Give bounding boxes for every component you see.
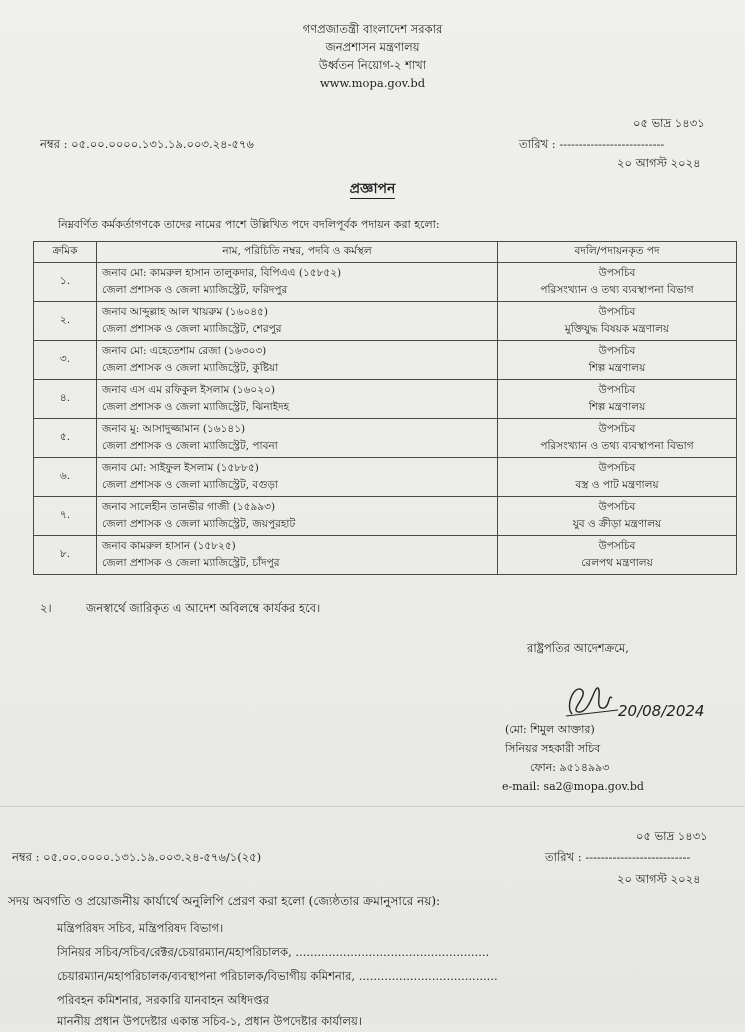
table-row xyxy=(34,341,737,380)
transfer-table xyxy=(33,241,737,575)
officer-name: জনাব মু: আসাদুজ্জামান (১৬১৪১) xyxy=(102,423,246,435)
copy-item-2: সিনিয়র সচিব/সচিব/রেক্টর/চেয়ারম্যান/মহাপরিচালক, ..................................................... xyxy=(57,945,490,959)
row-officer xyxy=(97,419,498,458)
officer-name: জনাব সালেহীন তানভীর গাজী (১৫৯৯৩) xyxy=(102,501,276,513)
row-officer xyxy=(97,341,498,380)
new-post-title: উপসচিব xyxy=(598,384,636,396)
intro-text: নিম্নবর্ণিত কর্মকর্তাগণকে তাদের নামের পাশে উল্লিখিত পদে বদলিপূর্বক পদায়ন করা হলো: xyxy=(58,218,440,231)
officer-current-office: জেলা প্রশাসক ও জেলা ম্যাজিস্ট্রেট, চাঁদপুর xyxy=(102,557,280,569)
clause-text: জনস্বার্থে জারিকৃত এ আদেশ অবিলম্বে কার্যকর হবে। xyxy=(86,601,321,615)
row-officer xyxy=(97,302,498,341)
memo2-date-bangla: ০৫ ভাদ্র ১৪৩১ xyxy=(636,829,708,843)
officer-name: জনাব মো: কামরুল হাসান তালুকদার, বিপিএএ (১৫৮৫২) xyxy=(102,267,342,279)
row-officer xyxy=(97,536,498,575)
new-post-title: উপসচিব xyxy=(598,501,636,513)
notification-title: প্রজ্ঞাপন xyxy=(349,181,396,197)
signatory-email[interactable]: e-mail: sa2@mopa.gov.bd xyxy=(502,780,644,793)
officer-name: জনাব মো: সাইফুল ইসলাম (১৫৮৮৫) xyxy=(102,462,259,474)
government-name: গণপ্রজাতন্ত্রী বাংলাদেশ সরকার xyxy=(302,22,443,36)
officer-name: জনাব আব্দুল্লাহ আল খায়রুম (১৬০৪৫) xyxy=(102,306,268,318)
new-post-department: পরিসংখ্যান ও তথ্য ব্যবস্থাপনা বিভাগ xyxy=(540,284,694,296)
website-link[interactable]: www.mopa.gov.bd xyxy=(319,76,426,90)
signatory-name: (মো: শিমুল আক্তার) xyxy=(505,723,595,736)
officer-name: জনাব কামরুল হাসান (১৫৮২৫) xyxy=(102,540,236,552)
new-post-title: উপসচিব xyxy=(598,540,636,552)
memo1-date-label: তারিখ : --------------------------- xyxy=(519,137,665,151)
col-post: বদলি/পদায়নকৃত পদ xyxy=(498,242,737,263)
row-serial: ৪. xyxy=(34,380,97,419)
memo2-date-label: তারিখ : --------------------------- xyxy=(545,850,691,864)
copy-intro: সদয় অবগতি ও প্রয়োজনীয় কার্যার্থে অনুলিপি প্রেরণ করা হলো (জ্যেষ্ঠতার ক্রমানুসারে নয়): xyxy=(8,894,441,908)
signature-date: 20/08/2024 xyxy=(618,702,705,720)
new-post-department: বস্ত্র ও পাট মন্ত্রণালয় xyxy=(575,479,659,491)
copy-item-1: মন্ত্রিপরিষদ সচিব, মন্ত্রিপরিষদ বিভাগ। xyxy=(57,921,224,935)
officer-current-office: জেলা প্রশাসক ও জেলা ম্যাজিস্ট্রেট, জয়পুরহাট xyxy=(102,518,296,530)
row-serial: ১. xyxy=(34,263,97,302)
row-new-post xyxy=(498,263,737,302)
row-new-post xyxy=(498,419,737,458)
copy-item-5: মাননীয় প্রধান উপদেষ্টার একান্ত সচিব-১, প্রধান উপদেষ্টার কার্যালয়। xyxy=(57,1014,362,1028)
officer-current-office: জেলা প্রশাসক ও জেলা ম্যাজিস্ট্রেট, ঝিনাইদহ xyxy=(102,401,290,413)
row-officer xyxy=(97,380,498,419)
table-row xyxy=(34,302,737,341)
section-name: উর্ধ্বতন নিয়োগ-২ শাখা xyxy=(318,58,427,72)
new-post-department: শিল্প মন্ত্রণালয় xyxy=(588,401,646,413)
table-row xyxy=(34,536,737,575)
row-new-post xyxy=(498,302,737,341)
memo1-number: নম্বর : ০৫.০০.০০০০.১৩১.১৯.০০৩.২৪-৫৭৬ xyxy=(40,137,254,151)
memo1-date-english: ২০ আগস্ট ২০২৪ xyxy=(617,156,701,170)
table-row xyxy=(34,497,737,536)
new-post-department: পরিসংখ্যান ও তথ্য ব্যবস্থাপনা বিভাগ xyxy=(540,440,694,452)
signatory-block xyxy=(502,720,644,796)
new-post-title: উপসচিব xyxy=(598,267,636,279)
memo1-date-bangla: ০৫ ভাদ্র ১৪৩১ xyxy=(633,116,705,130)
row-officer xyxy=(97,263,498,302)
officer-current-office: জেলা প্রশাসক ও জেলা ম্যাজিস্ট্রেট, বগুড়া xyxy=(102,479,279,491)
table-row xyxy=(34,419,737,458)
officer-current-office: জেলা প্রশাসক ও জেলা ম্যাজিস্ট্রেট, ফরিদপুর xyxy=(102,284,288,296)
col-serial: ক্রমিক xyxy=(34,242,97,263)
row-new-post xyxy=(498,497,737,536)
row-serial: ৮. xyxy=(34,536,97,575)
new-post-title: উপসচিব xyxy=(598,345,636,357)
ministry-name: জনপ্রশাসন মন্ত্রণালয় xyxy=(325,40,420,54)
row-new-post xyxy=(498,380,737,419)
copy-item-3: চেয়ারম্যান/মহাপরিচালক/ব্যবস্থাপনা পরিচালক/বিভাগীয় কমিশনার, ...................................... xyxy=(57,969,498,983)
table-header-row xyxy=(34,242,737,263)
row-serial: ৭. xyxy=(34,497,97,536)
row-new-post xyxy=(498,458,737,497)
divider xyxy=(0,806,745,807)
new-post-title: উপসচিব xyxy=(598,462,636,474)
row-officer xyxy=(97,458,498,497)
row-new-post xyxy=(498,536,737,575)
signatory-phone: ফোন: ৯৫১৪৯৯৩ xyxy=(530,761,610,774)
new-post-department: যুব ও ক্রীড়া মন্ত্রণালয় xyxy=(572,518,662,530)
table-row xyxy=(34,458,737,497)
new-post-department: মুক্তিযুদ্ধ বিষয়ক মন্ত্রণালয় xyxy=(564,323,670,335)
officer-name: জনাব এস এম রফিকুল ইসলাম (১৬০২০) xyxy=(102,384,276,396)
memo2-date-english: ২০ আগস্ট ২০২৪ xyxy=(617,872,701,886)
officer-name: জনাব মো: এহেতেশাম রেজা (১৬৩০৩) xyxy=(102,345,267,357)
new-post-department: শিল্প মন্ত্রণালয় xyxy=(588,362,646,374)
row-serial: ৫. xyxy=(34,419,97,458)
letterhead xyxy=(0,20,745,92)
table-row xyxy=(34,263,737,302)
officer-current-office: জেলা প্রশাসক ও জেলা ম্যাজিস্ট্রেট, শেরপুর xyxy=(102,323,282,335)
memo2-number: নম্বর : ০৫.০০.০০০০.১৩১.১৯.০০৩.২৪-৫৭৬/১(২৫) xyxy=(12,850,262,864)
new-post-department: রেলপথ মন্ত্রণালয় xyxy=(581,557,653,569)
row-serial: ৬. xyxy=(34,458,97,497)
copy-item-4: পরিবহন কমিশনার, সরকারি যানবাহন অধিদপ্তর xyxy=(57,993,269,1007)
signatory-designation: সিনিয়র সহকারী সচিব xyxy=(505,742,601,755)
row-new-post xyxy=(498,341,737,380)
row-officer xyxy=(97,497,498,536)
col-name: নাম, পরিচিতি নম্বর, পদবি ও কর্মস্থল xyxy=(97,242,498,263)
officer-current-office: জেলা প্রশাসক ও জেলা ম্যাজিস্ট্রেট, পাবনা xyxy=(102,440,278,452)
table-row xyxy=(34,380,737,419)
order-line: রাষ্ট্রপতির আদেশক্রমে, xyxy=(527,641,629,655)
new-post-title: উপসচিব xyxy=(598,306,636,318)
new-post-title: উপসচিব xyxy=(598,423,636,435)
clause-number: ২। xyxy=(40,601,52,615)
row-serial: ৩. xyxy=(34,341,97,380)
officer-current-office: জেলা প্রশাসক ও জেলা ম্যাজিস্ট্রেট, কুষ্টিয়া xyxy=(102,362,279,374)
row-serial: ২. xyxy=(34,302,97,341)
